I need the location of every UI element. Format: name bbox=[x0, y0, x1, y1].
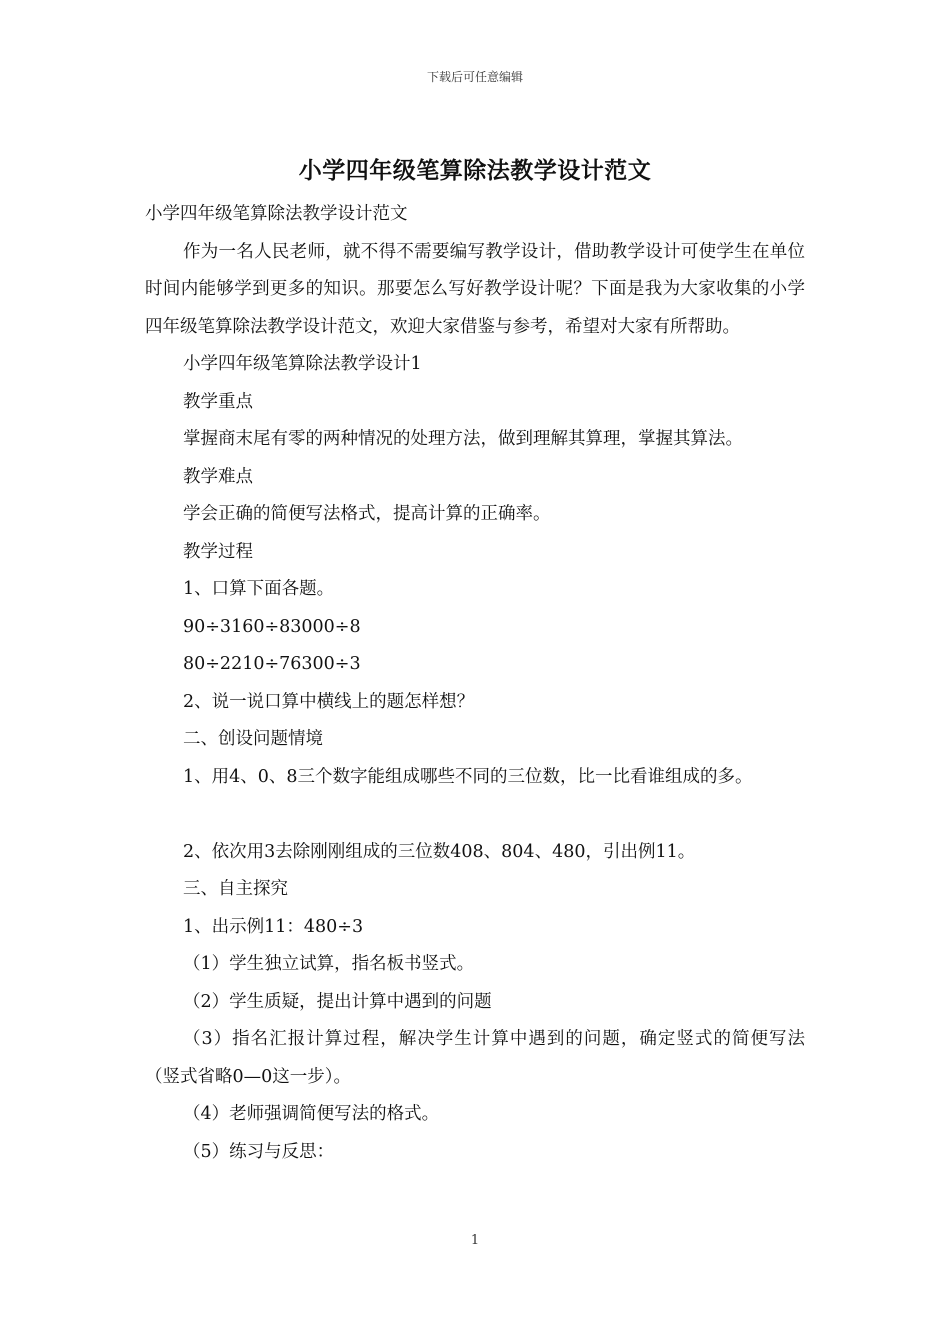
subtitle-paragraph: 小学四年级笔算除法教学设计范文 bbox=[145, 204, 408, 224]
sub-list-item: （5）练习与反思： bbox=[183, 1141, 335, 1162]
list-item: 1、用4、0、8三个数字能组成哪些不同的三位数，比一比看谁组成的多。 bbox=[183, 766, 753, 787]
list-item: 1、出示例11：480÷3 bbox=[183, 916, 364, 937]
math-line: 80÷2210÷76300÷3 bbox=[183, 654, 361, 674]
heading-teaching-focus: 教学重点 bbox=[183, 391, 253, 412]
section-heading: 三、自主探究 bbox=[183, 879, 288, 899]
page-header: 下载后可任意编辑 bbox=[426, 70, 523, 84]
sub-list-item: （1）学生独立试算，指名板书竖式。 bbox=[183, 954, 475, 974]
document-title: 小学四年级笔算除法教学设计范文 bbox=[298, 157, 652, 184]
heading-teaching-difficulty: 教学难点 bbox=[183, 466, 253, 487]
list-item: 1、口算下面各题。 bbox=[183, 579, 335, 599]
section-heading: 二、创设问题情境 bbox=[183, 729, 323, 749]
sub-list-item: （3）指名汇报计算过程，解决学生计算中遇到的问题，确定竖式的简便写法（竖式省略0—0这一步）。 bbox=[145, 1029, 805, 1087]
sub-list-item: （2）学生质疑，提出计算中遇到的问题 bbox=[183, 991, 492, 1012]
section-heading: 小学四年级笔算除法教学设计1 bbox=[183, 354, 422, 374]
page-number: 1 bbox=[470, 1233, 480, 1248]
list-item: 2、依次用3去除刚刚组成的三位数408、804、480，引出例11。 bbox=[183, 841, 696, 862]
document-body bbox=[145, 196, 805, 1171]
heading-teaching-process: 教学过程 bbox=[183, 541, 253, 562]
list-item: 2、说一说口算中横线上的题怎样想？ bbox=[183, 691, 475, 712]
body-paragraph: 学会正确的简便写法格式，提高计算的正确率。 bbox=[183, 504, 551, 524]
intro-paragraph: 作为一名人民老师，就不得不需要编写教学设计，借助教学设计可使学生在单位时间内能够学到更多的知识。那要怎么写好教学设计呢？下面是我为大家收集的小学四年级笔算除法教学设计范文，欢迎大家借鉴与参考，希望对大家有所帮助。 bbox=[145, 241, 805, 337]
math-line: 90÷3160÷83000÷8 bbox=[183, 616, 361, 637]
body-paragraph: 掌握商末尾有零的两种情况的处理方法，做到理解其算理，掌握其算法。 bbox=[183, 429, 743, 449]
sub-list-item: （4）老师强调简便写法的格式。 bbox=[183, 1104, 440, 1124]
